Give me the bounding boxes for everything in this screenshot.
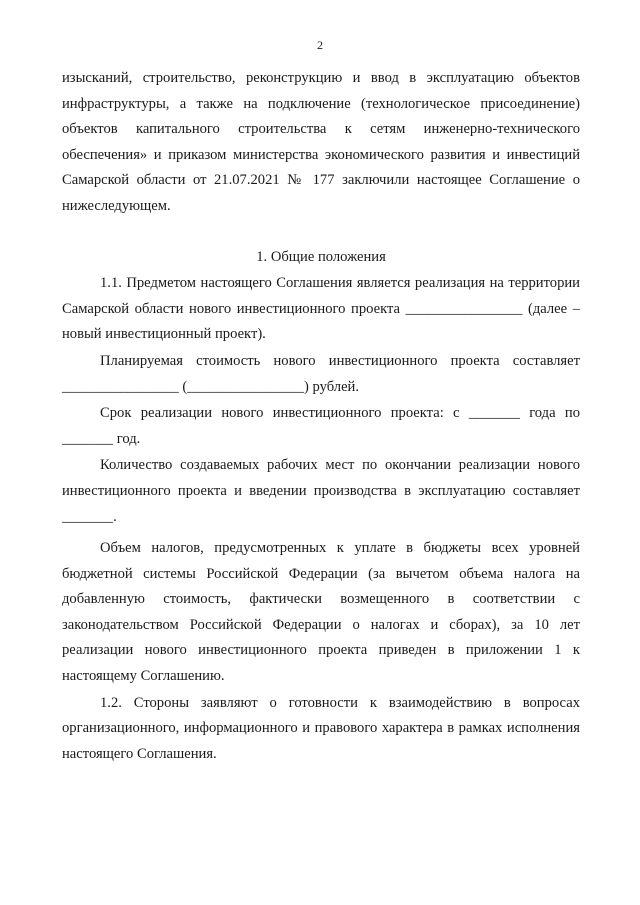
section-title: 1. Общие положения: [256, 248, 386, 265]
paragraph-taxes: Объем налогов, предусмотренных к уплате в бюджеты всех уровней бюджетной системы Российской Федерации (за вычетом объема налога на добавленную стоимость, фактически возмещенного в соответствии с законодательством Российской Федерации о налогах и сборах), за 10 лет реализации нового инвестиционного проекта приведен в приложении 1 к настоящему Соглашению.: [62, 540, 580, 685]
document-body: [62, 66, 580, 767]
paragraph-1-2: 1.2. Стороны заявляют о готовности к взаимодействию в вопросах организационного, информационного и правового характера в рамках исполнения настоящего Соглашения.: [62, 694, 580, 762]
paragraph-1-1: 1.1. Предметом настоящего Соглашения является реализация на территории Самарской области нового инвестиционного проекта ________________ (далее – новый инвестиционный проект).: [62, 275, 580, 343]
intro-paragraph: изысканий, строительство, реконструкцию и ввод в эксплуатацию объектов инфраструктуры, а также на подключение (технологическое присоединение) объектов капитального строительства к сетям инженерно-технического обеспечения» и приказом министерства экономического развития и инвестиций Самарской области от 21.07.2021 № 177 заключили настоящее Соглашение о нижеследующем.: [62, 70, 580, 214]
page-number: 2: [317, 38, 323, 52]
paragraph-term: Срок реализации нового инвестиционного проекта: с _______ года по _______ год.: [62, 405, 580, 447]
paragraph-cost: Планируемая стоимость нового инвестиционного проекта составляет ________________ (________________) рублей.: [62, 352, 580, 395]
paragraph-jobs: Количество создаваемых рабочих мест по окончании реализации нового инвестиционного проекта и введении производства в эксплуатацию составляет _______.: [62, 457, 580, 525]
